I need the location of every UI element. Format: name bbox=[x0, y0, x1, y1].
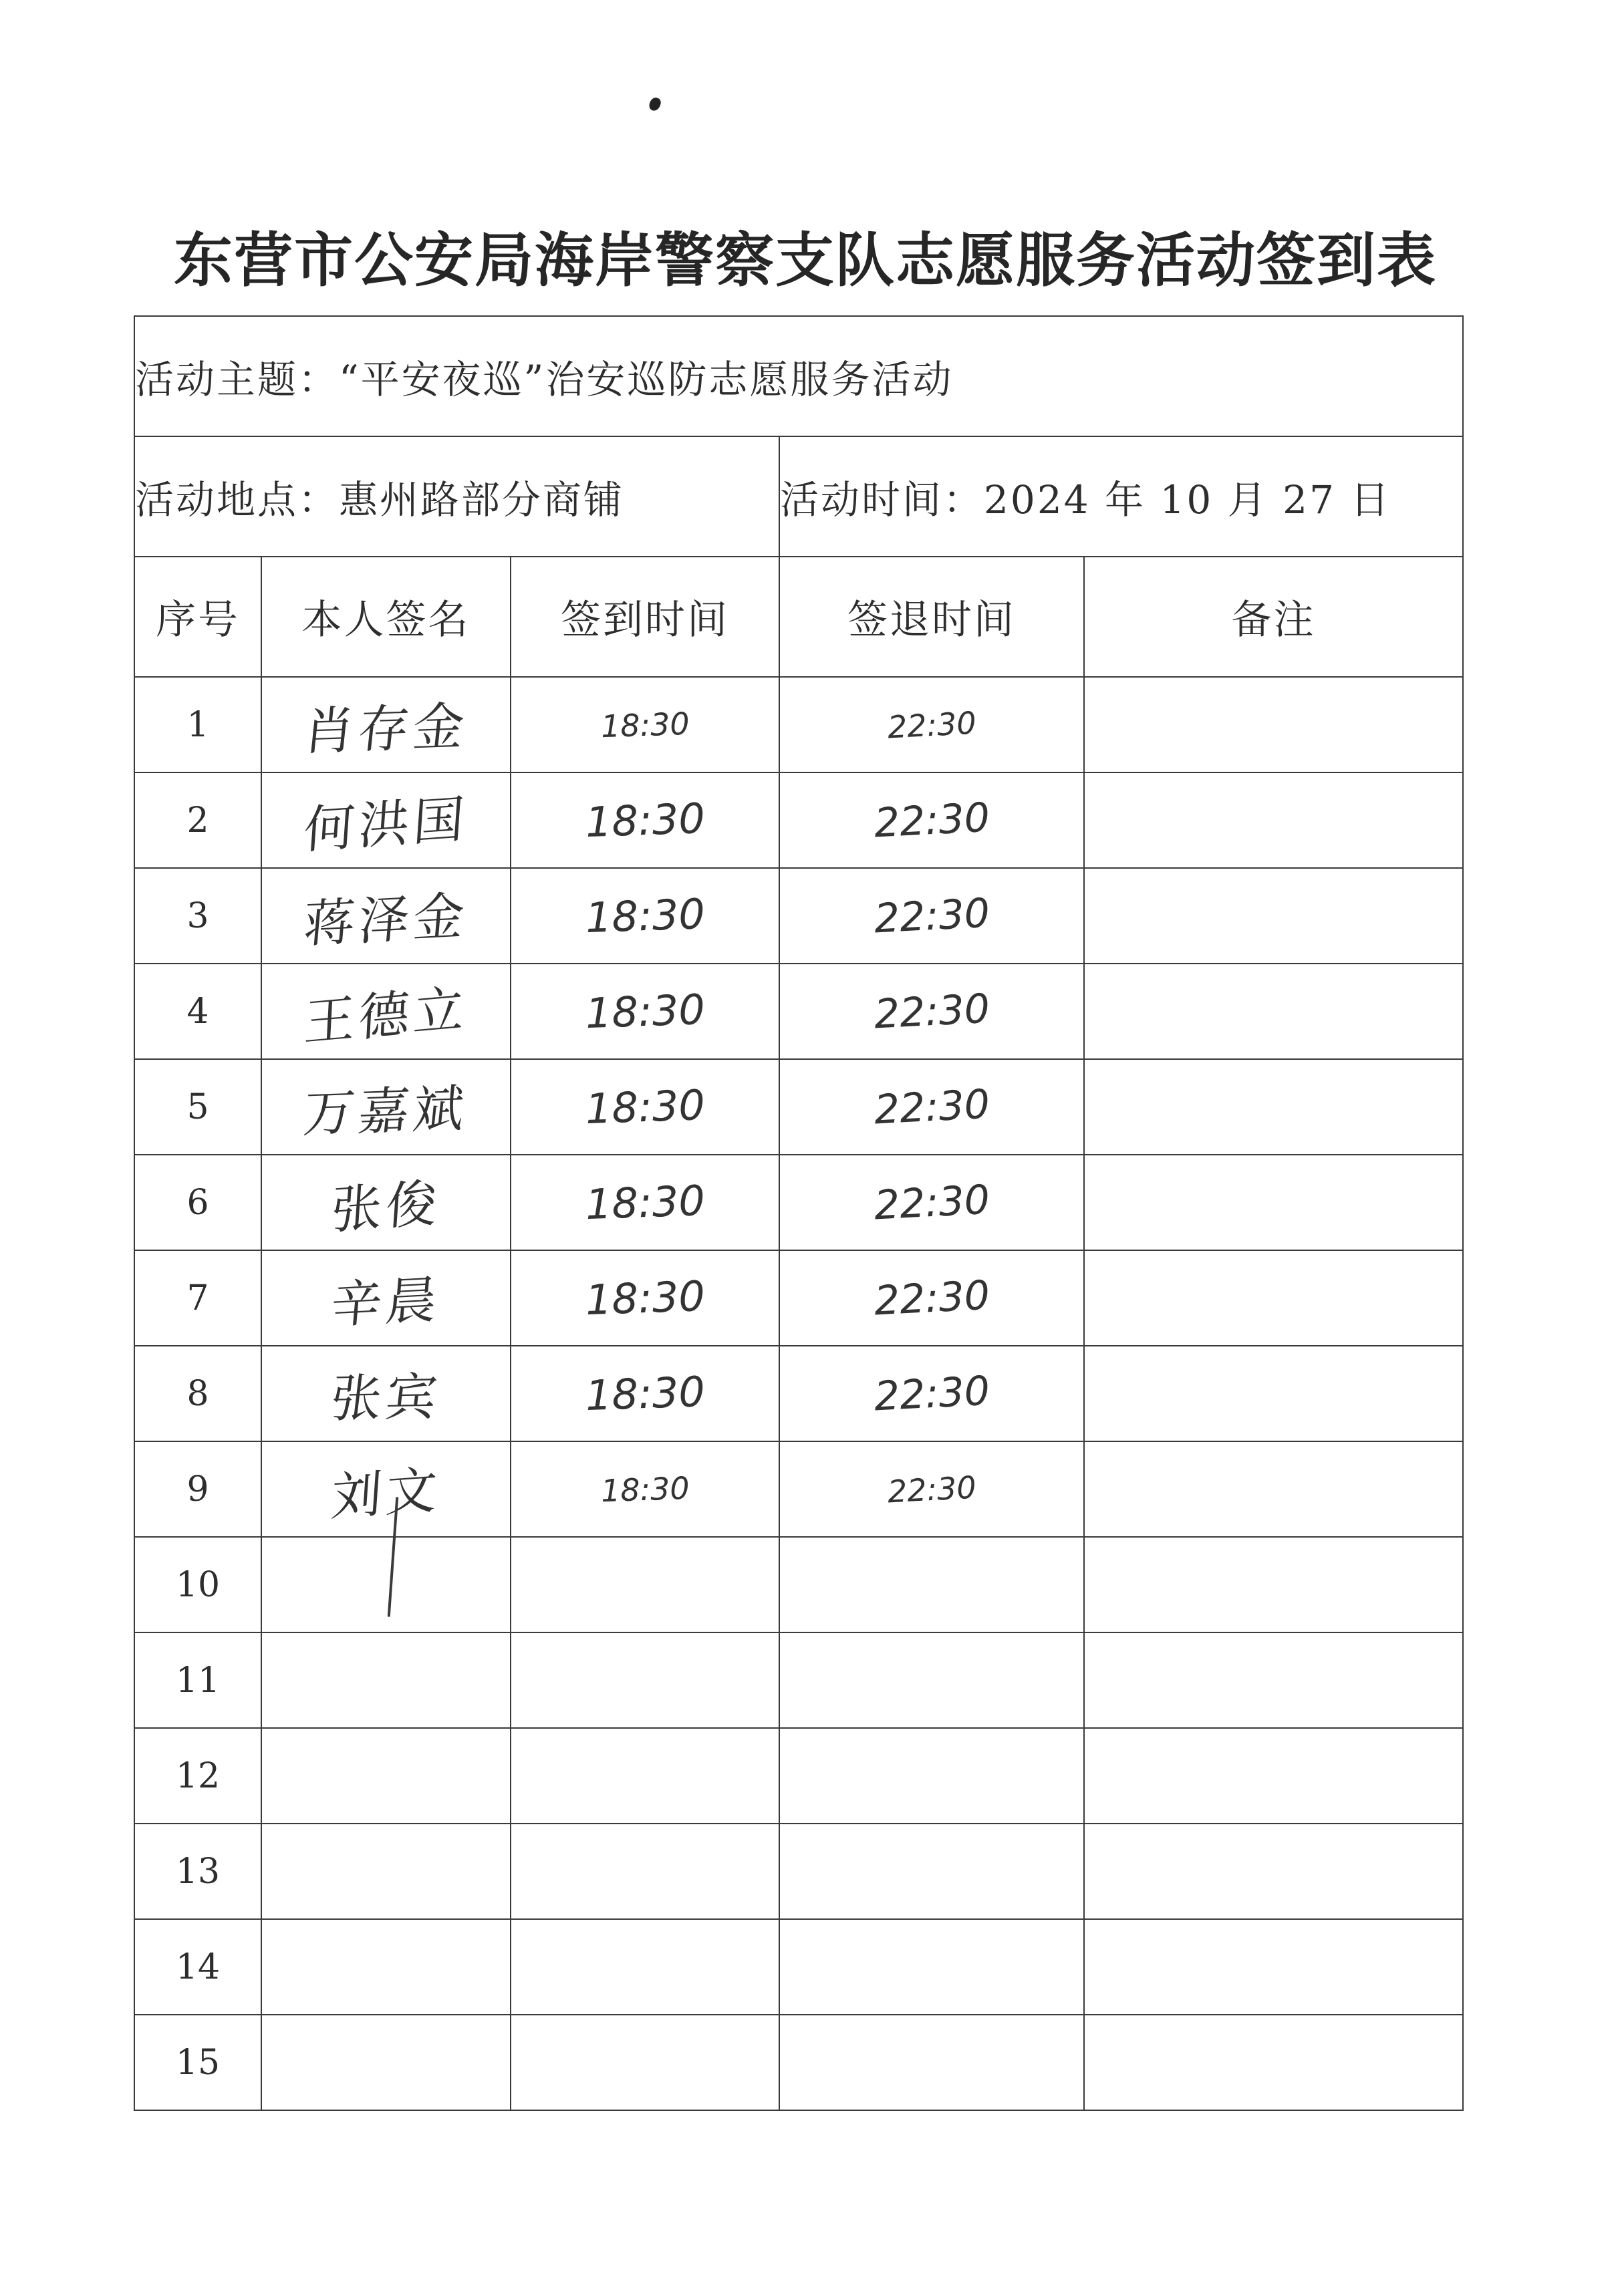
table-row bbox=[134, 1155, 1463, 1250]
row-sign-out-time-cell bbox=[779, 2015, 1084, 2110]
row-number-cell bbox=[134, 1155, 261, 1250]
row-sign-in-time-cell bbox=[511, 868, 779, 964]
document-title: 东营市公安局海岸警察支队志愿服务活动签到表 bbox=[173, 225, 1437, 295]
row-sign-out-time: 22:30 bbox=[872, 985, 991, 1038]
row-sign-in-time-cell bbox=[511, 1346, 779, 1441]
row-sign-out-time-cell bbox=[779, 1728, 1084, 1824]
activity-theme-label: 活动主题： bbox=[135, 357, 340, 402]
column-header-note: 备注 bbox=[1084, 557, 1463, 677]
row-sign-in-time-cell bbox=[511, 1441, 779, 1537]
table-row bbox=[134, 1250, 1463, 1346]
row-note-cell bbox=[1084, 1059, 1463, 1155]
row-number-cell bbox=[134, 1537, 261, 1632]
row-note-cell bbox=[1084, 772, 1463, 868]
row-sign-in-time-cell bbox=[511, 2015, 779, 2110]
row-signature-cell bbox=[261, 1824, 511, 1919]
row-sign-out-time-cell bbox=[779, 1155, 1084, 1250]
table-row bbox=[134, 1824, 1463, 1919]
row-signature: 刘文 bbox=[329, 1459, 443, 1528]
sign-in-table bbox=[134, 315, 1464, 2111]
row-signature-cell bbox=[261, 677, 511, 772]
row-number: 8 bbox=[186, 1373, 209, 1414]
row-sign-out-time-cell bbox=[779, 1346, 1084, 1441]
row-sign-out-time-cell bbox=[779, 868, 1084, 964]
row-signature-cell bbox=[261, 1632, 511, 1728]
row-note-cell bbox=[1084, 1632, 1463, 1728]
row-signature: 张宾 bbox=[327, 1367, 444, 1429]
row-number-cell bbox=[134, 1250, 261, 1346]
row-sign-in-time: 18:30 bbox=[584, 1175, 706, 1230]
row-sign-out-time-cell bbox=[779, 1632, 1084, 1728]
row-sign-in-time: 18:30 bbox=[584, 1367, 706, 1421]
row-number-cell bbox=[134, 1919, 261, 2015]
row-note-cell bbox=[1084, 964, 1463, 1059]
row-number: 7 bbox=[186, 1278, 209, 1318]
row-signature-cell bbox=[261, 1346, 511, 1441]
row-sign-out-time: 22:30 bbox=[872, 1367, 991, 1420]
row-sign-in-time: 18:30 bbox=[584, 889, 706, 943]
row-sign-out-time-cell bbox=[779, 1059, 1084, 1155]
row-number: 3 bbox=[186, 895, 209, 936]
table-row bbox=[134, 1059, 1463, 1155]
row-number-cell bbox=[134, 2015, 261, 2110]
row-signature: 何洪国 bbox=[301, 788, 470, 860]
row-note-cell bbox=[1084, 1155, 1463, 1250]
row-sign-out-time: 22:30 bbox=[886, 1469, 977, 1510]
row-sign-out-time-cell bbox=[779, 964, 1084, 1059]
row-sign-in-time-cell bbox=[511, 1250, 779, 1346]
row-sign-out-time: 22:30 bbox=[872, 1176, 991, 1229]
row-number: 10 bbox=[175, 1564, 221, 1605]
row-note-cell bbox=[1084, 868, 1463, 964]
activity-theme-row bbox=[134, 316, 1463, 436]
row-sign-out-time-cell bbox=[779, 1824, 1084, 1919]
row-signature: 肖存金 bbox=[300, 696, 471, 762]
column-header-signature: 本人签名 bbox=[261, 557, 511, 677]
row-sign-out-time-cell bbox=[779, 1919, 1084, 2015]
row-sign-out-time-cell bbox=[779, 1250, 1084, 1346]
row-number: 11 bbox=[175, 1660, 221, 1701]
row-note-cell bbox=[1084, 1537, 1463, 1632]
row-sign-out-time: 22:30 bbox=[886, 704, 977, 745]
row-signature-cell bbox=[261, 1155, 511, 1250]
column-header-sign-out-time: 签退时间 bbox=[779, 557, 1084, 677]
row-number: 9 bbox=[186, 1469, 209, 1510]
row-number-cell bbox=[134, 1632, 261, 1728]
row-signature: 万嘉斌 bbox=[300, 1078, 471, 1144]
row-number-cell bbox=[134, 1346, 261, 1441]
row-sign-in-time-cell bbox=[511, 1919, 779, 2015]
row-number: 1 bbox=[186, 704, 209, 745]
row-sign-out-time: 22:30 bbox=[872, 1272, 991, 1324]
row-number: 6 bbox=[186, 1182, 209, 1223]
row-number: 14 bbox=[175, 1947, 221, 1987]
scan-ink-speck bbox=[648, 96, 662, 112]
column-header-number: 序号 bbox=[134, 557, 261, 677]
row-note-cell bbox=[1084, 1728, 1463, 1824]
row-number-cell bbox=[134, 1824, 261, 1919]
row-number-cell bbox=[134, 1059, 261, 1155]
table-row bbox=[134, 964, 1463, 1059]
row-sign-out-time-cell bbox=[779, 772, 1084, 868]
table-row bbox=[134, 1632, 1463, 1728]
table-row bbox=[134, 677, 1463, 772]
row-sign-out-time-cell bbox=[779, 1441, 1084, 1537]
column-header-row bbox=[134, 557, 1463, 677]
row-sign-in-time: 18:30 bbox=[599, 1469, 690, 1509]
table-row bbox=[134, 1728, 1463, 1824]
row-signature-cell bbox=[261, 2015, 511, 2110]
activity-time-cell bbox=[779, 436, 1463, 557]
row-sign-in-time-cell bbox=[511, 1155, 779, 1250]
row-signature-cell bbox=[261, 1441, 511, 1537]
row-sign-out-time-cell bbox=[779, 1537, 1084, 1632]
row-sign-in-time-cell bbox=[511, 1632, 779, 1728]
row-number-cell bbox=[134, 868, 261, 964]
row-signature-cell bbox=[261, 1728, 511, 1824]
row-signature-cell bbox=[261, 868, 511, 964]
table-row bbox=[134, 868, 1463, 964]
activity-theme-value: “平安夜巡”治安巡防志愿服务活动 bbox=[339, 357, 954, 402]
row-note-cell bbox=[1084, 1441, 1463, 1537]
row-number: 15 bbox=[175, 2042, 221, 2083]
row-sign-in-time: 18:30 bbox=[599, 705, 690, 744]
row-signature-cell bbox=[261, 772, 511, 868]
row-note-cell bbox=[1084, 677, 1463, 772]
table-row bbox=[134, 772, 1463, 868]
row-signature-cell bbox=[261, 964, 511, 1059]
row-sign-out-time: 22:30 bbox=[872, 794, 991, 847]
row-sign-in-time-cell bbox=[511, 1728, 779, 1824]
row-note-cell bbox=[1084, 1346, 1463, 1441]
row-note-cell bbox=[1084, 1919, 1463, 2015]
row-sign-in-time-cell bbox=[511, 677, 779, 772]
row-sign-out-time: 22:30 bbox=[872, 1081, 991, 1133]
row-signature: 张俊 bbox=[329, 1172, 443, 1241]
row-number: 4 bbox=[186, 991, 209, 1032]
row-number-cell bbox=[134, 677, 261, 772]
row-number: 13 bbox=[175, 1851, 221, 1892]
row-number: 12 bbox=[175, 1755, 221, 1796]
row-signature: 蒋泽金 bbox=[301, 885, 471, 954]
row-sign-in-time-cell bbox=[511, 1537, 779, 1632]
row-sign-in-time-cell bbox=[511, 1824, 779, 1919]
row-signature-cell bbox=[261, 1919, 511, 2015]
row-signature: 王德立 bbox=[302, 978, 470, 1053]
activity-location-label: 活动地点： bbox=[135, 477, 340, 523]
row-sign-in-time: 18:30 bbox=[584, 793, 706, 847]
row-sign-out-time: 22:30 bbox=[872, 889, 991, 942]
activity-time-label: 活动时间： bbox=[780, 477, 984, 523]
row-signature-cell bbox=[261, 1250, 511, 1346]
row-sign-in-time-cell bbox=[511, 1059, 779, 1155]
row-sign-in-time-cell bbox=[511, 772, 779, 868]
column-header-sign-in-time: 签到时间 bbox=[511, 557, 779, 677]
activity-location-time-row bbox=[134, 436, 1463, 557]
row-sign-in-time-cell bbox=[511, 964, 779, 1059]
row-sign-out-time-cell bbox=[779, 677, 1084, 772]
row-signature: 辛晨 bbox=[328, 1269, 443, 1335]
row-number-cell bbox=[134, 964, 261, 1059]
row-note-cell bbox=[1084, 1824, 1463, 1919]
row-note-cell bbox=[1084, 2015, 1463, 2110]
row-number: 2 bbox=[186, 800, 209, 841]
row-number-cell bbox=[134, 1728, 261, 1824]
row-note-cell bbox=[1084, 1250, 1463, 1346]
activity-location-value: 惠州路部分商铺 bbox=[339, 477, 625, 523]
row-signature-cell bbox=[261, 1059, 511, 1155]
row-number: 5 bbox=[186, 1087, 209, 1127]
activity-theme-cell bbox=[134, 316, 1463, 436]
row-signature-cell bbox=[261, 1537, 511, 1632]
row-number-cell bbox=[134, 1441, 261, 1537]
activity-location-cell bbox=[134, 436, 779, 557]
row-sign-in-time: 18:30 bbox=[584, 1080, 706, 1134]
table-row bbox=[134, 1919, 1463, 2015]
row-sign-in-time: 18:30 bbox=[584, 984, 706, 1038]
table-row bbox=[134, 1441, 1463, 1537]
row-sign-in-time: 18:30 bbox=[584, 1271, 706, 1325]
activity-time-value: 2024 年 10 月 27 日 bbox=[984, 477, 1391, 523]
table-row bbox=[134, 1537, 1463, 1632]
row-number-cell bbox=[134, 772, 261, 868]
table-row bbox=[134, 1346, 1463, 1441]
table-row bbox=[134, 2015, 1463, 2110]
